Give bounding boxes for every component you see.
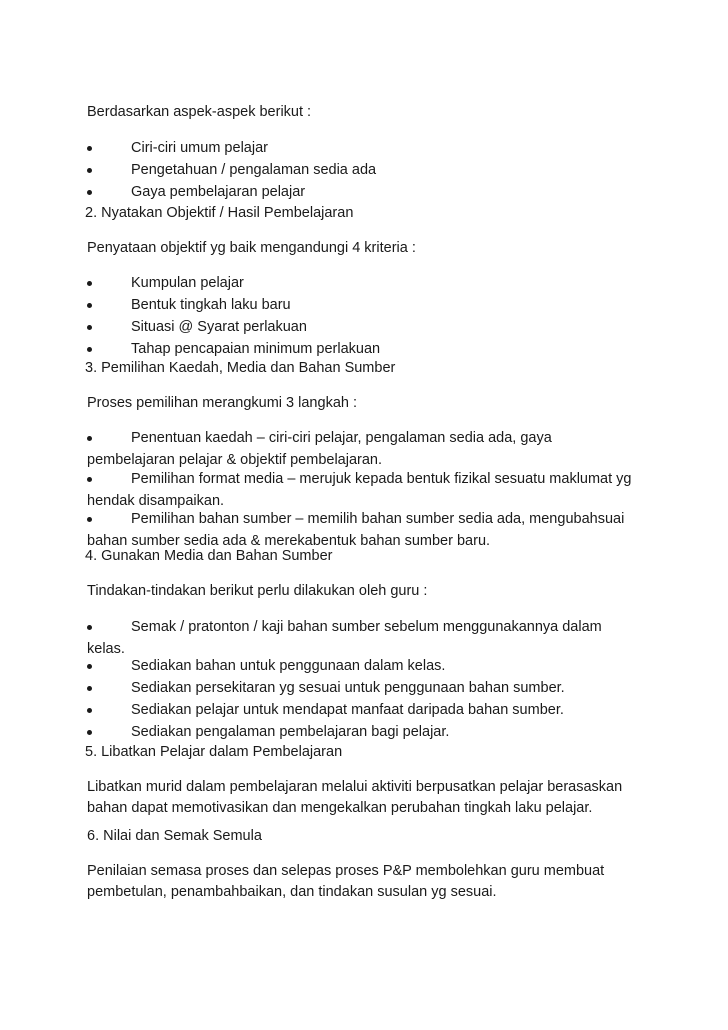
bullet-icon xyxy=(87,281,92,286)
paragraph: Tindakan-tindakan berikut perlu dilakukan oleh guru : xyxy=(87,583,428,599)
list-item: Semak / pratonton / kaji bahan sumber sebelum menggunakannya dalam kelas. xyxy=(87,619,602,657)
section-heading: 3. Pemilihan Kaedah, Media dan Bahan Sumber xyxy=(85,360,396,376)
paragraph-line: bahan dapat memotivasikan dan mengekalkan perubahan tingkah laku pelajar. xyxy=(87,800,593,816)
bullet-icon xyxy=(87,325,92,330)
list-item: Pemilihan bahan sumber – memilih bahan sumber sedia ada, mengubahsuai bahan sumber sedia ada & merekabentuk bahan sumber baru. xyxy=(87,511,625,549)
bullet-icon xyxy=(87,303,92,308)
section-heading: 4. Gunakan Media dan Bahan Sumber xyxy=(85,548,333,564)
bullet-icon xyxy=(87,730,92,735)
section-heading: 2. Nyatakan Objektif / Hasil Pembelajaran xyxy=(85,205,354,221)
paragraph: Proses pemilihan merangkumi 3 langkah : xyxy=(87,395,357,411)
section-heading: 6. Nilai dan Semak Semula xyxy=(87,828,262,844)
bullet-icon xyxy=(87,664,92,669)
bullet-icon xyxy=(87,436,92,441)
bullet-icon xyxy=(87,708,92,713)
list-item: Pemilihan format media – merujuk kepada bentuk fizikal sesuatu maklumat yg hendak disampaikan. xyxy=(87,471,632,509)
intro-text: Berdasarkan aspek-aspek berikut : xyxy=(87,104,312,120)
paragraph-line: Libatkan murid dalam pembelajaran melalui aktiviti berpusatkan pelajar berasaskan xyxy=(87,779,623,795)
paragraph: Penyataan objektif yg baik mengandungi 4 kriteria : xyxy=(87,240,416,256)
bullet-icon xyxy=(87,190,92,195)
paragraph-line: pembetulan, penambahbaikan, dan tindakan susulan yg sesuai. xyxy=(87,884,497,900)
bullet-icon xyxy=(87,347,92,352)
bullet-icon xyxy=(87,686,92,691)
list-item: Penentuan kaedah – ciri-ciri pelajar, pengalaman sedia ada, gaya pembelajaran pelajar & objektif pembelajaran. xyxy=(87,430,552,468)
bullet-icon xyxy=(87,477,92,482)
section-heading: 5. Libatkan Pelajar dalam Pembelajaran xyxy=(85,744,343,760)
bullet-icon xyxy=(87,625,92,630)
bullet-icon xyxy=(87,146,92,151)
document-page: Berdasarkan aspek-aspek berikut : Ciri-ciri umum pelajar Pengetahuan / pengalaman sedia ada Gaya pembelajaran pelajar 2. Nyatakan Objektif / Hasil Pembelajaran Penyataan objektif yg baik mengandungi 4 kriteria : Kumpulan pelajar Bentuk tingkah laku baru Situasi @ Syarat perlakuan Tahap pencapaian minimum perlakuan 3. Pemilihan Kaedah, Media dan Bahan Sumber Proses pemilihan merangkumi 3 langkah : Penentuan kaedah – ciri-ciri pelajar, pengalaman sedia ada, gaya pembelajaran pelajar & objektif pembelajaran. Pemilihan format media – merujuk kepada bentuk fizikal sesuatu maklumat yg hendak disampaikan. Pemilihan bahan sumber – memilih bahan sumber sedia ada, mengubahsuai bahan sumber sedia ada & merekabentuk bahan sumber baru. 4. Gunakan Media dan Bahan Sumber Tindakan-tindakan berikut perlu dilakukan oleh guru : Semak / pratonton / kaji bahan sumber sebelum menggunakannya dalam kelas. Sediakan bahan untuk penggunaan dalam kelas. Sediakan persekitaran yg sesuai untuk penggunaan bahan sumber. Sediakan pelajar untuk mendapat manfaat daripada bahan sumber. Sediakan pengalaman pembelajaran bagi pelajar. 5. Libatkan Pelajar dalam Pembelajaran Libatkan murid dalam pembelajaran melalui aktiviti berpusatkan pelajar berasaskan bahan dapat memotivasikan dan mengekalkan perubahan tingkah laku pelajar. 6. Nilai dan Semak Semula Penilaian semasa proses dan selepas proses P&P membolehkan guru membuat pembetulan, penambahbaikan, dan tindakan susulan yg sesuai. xyxy=(0,0,728,1030)
bullet-icon xyxy=(87,168,92,173)
bullet-icon xyxy=(87,517,92,522)
paragraph-line: Penilaian semasa proses dan selepas proses P&P membolehkan guru membuat xyxy=(87,863,605,879)
